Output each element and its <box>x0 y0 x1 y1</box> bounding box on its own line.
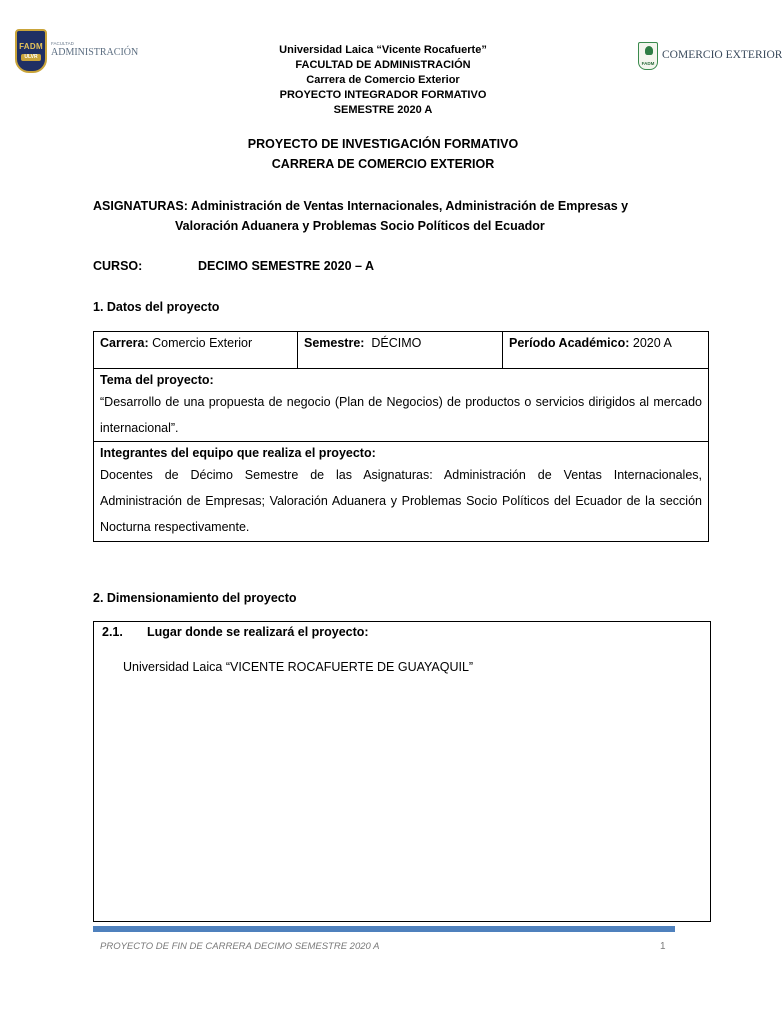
integrantes-cell <box>94 442 709 542</box>
shield-text-top: FADM <box>19 41 43 51</box>
curso-value: DECIMO SEMESTRE 2020 – A <box>198 259 374 273</box>
page-number: 1 <box>660 941 666 952</box>
periodo-label: Período Académico: <box>509 336 630 350</box>
logo-caption-big: ADMINISTRACIÓN <box>51 47 139 58</box>
footer-accent-bar <box>93 926 675 932</box>
asignaturas-label: ASIGNATURAS: <box>93 199 188 213</box>
lugar-value: Universidad Laica “VICENTE ROCAFUERTE DE GUAYAQUIL” <box>123 660 474 674</box>
fadm-logo <box>15 29 139 73</box>
header-project: PROYECTO INTEGRADOR FORMATIVO <box>279 89 487 101</box>
lugar-label: Lugar donde se realizará el proyecto: <box>147 625 369 639</box>
carrera-cell <box>94 332 298 369</box>
title-line-1: PROYECTO DE INVESTIGACIÓN FORMATIVO <box>247 137 519 151</box>
lugar-heading <box>102 624 369 640</box>
header-semester: SEMESTRE 2020 A <box>333 104 433 116</box>
header-university: Universidad Laica “Vicente Rocafuerte” <box>279 44 487 56</box>
header-faculty: FACULTAD DE ADMINISTRACIÓN <box>295 59 471 71</box>
section-2-heading: 2. Dimensionamiento del proyecto <box>93 591 297 605</box>
periodo-cell <box>503 332 709 369</box>
logo-caption-small: FACULTAD <box>51 41 74 46</box>
title-line-2: CARRERA DE COMERCIO EXTERIOR <box>271 157 495 171</box>
tema-value: “Desarrollo de una propuesta de negocio (Plan de Negocios) de productos o servicios dirigidos al mercado internacional”. <box>100 395 702 435</box>
leaf-icon <box>645 46 653 55</box>
tema-cell <box>94 369 709 442</box>
lugar-number: 2.1. <box>102 625 123 639</box>
asignaturas-line-1: Administración de Ventas Internacionales, Administración de Empresas y <box>190 199 629 213</box>
comercio-exterior-logo <box>638 42 782 72</box>
semestre-cell <box>298 332 503 369</box>
curso-label: CURSO: <box>93 259 143 273</box>
asignaturas-line-2: Valoración Aduanera y Problemas Socio Políticos del Ecuador <box>175 219 545 233</box>
integrantes-value: Docentes de Décimo Semestre de las Asignaturas: Administración de Ventas Internacionales, Administración de Empresas; Valoración Aduanera y Problemas Socio Políticos del Ecuador de la sección Nocturna respectivamente. <box>100 468 702 534</box>
periodo-value: 2020 A <box>632 336 672 350</box>
footer-text: PROYECTO DE FIN DE CARRERA DECIMO SEMESTRE 2020 A <box>100 941 380 952</box>
document-header <box>150 43 616 118</box>
semestre-value: DÉCIMO <box>371 336 422 350</box>
lugar-box <box>93 621 711 922</box>
semestre-label: Semestre: <box>304 336 365 350</box>
section-1-heading: 1. Datos del proyecto <box>93 300 220 314</box>
shield-r-text: FADM <box>641 61 655 66</box>
carrera-label: Carrera: <box>100 336 149 350</box>
fadm-shield-icon <box>15 29 47 73</box>
comercio-shield-icon <box>638 42 658 70</box>
tema-label: Tema del proyecto: <box>100 373 214 387</box>
integrantes-label: Integrantes del equipo que realiza el proyecto: <box>100 446 376 460</box>
logo-caption-right: COMERCIO EXTERIOR <box>662 49 782 61</box>
shield-text-bottom: ULVR <box>21 54 40 61</box>
header-career: Carrera de Comercio Exterior <box>306 74 460 86</box>
carrera-value: Comercio Exterior <box>152 336 253 350</box>
project-data-table <box>93 331 709 542</box>
document-title <box>150 134 616 174</box>
asignaturas <box>93 196 676 236</box>
